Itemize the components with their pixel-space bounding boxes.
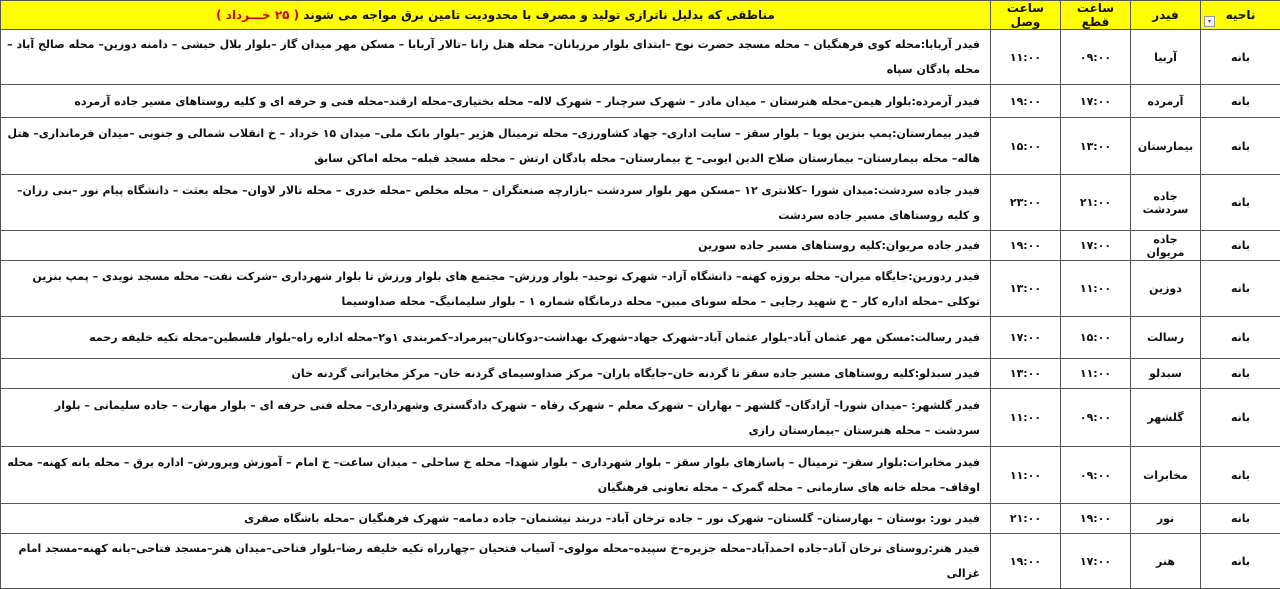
header-feeder: فیدر [1131, 1, 1201, 30]
table-row [1, 261, 1280, 317]
cell-areas: فیدر هنر:روستای ترخان آباد–جاده احمدآباد–محله جزیره–خ سپیده–محله مولوی– آسیاب فتحیان –چهارراه تکیه خلیفه رضا–بلوار فتاحی–میدان هنر–مسجد فتاحی–بانه کهنه–مسجد امام غزالی [1, 534, 991, 589]
cell-areas: فیدر مخابرات:بلوار سقز– ترمینال – پاسازهای بلوار سقز – بلوار شهرداری – بلوار شهدا– محله خ ساحلی – میدان ساعت– خ امام – آموزش وپرورش– اداره برق – محله بانه کهنه– محله اوقاف– محله خانه های سازمانی – محله گمرک – محله تعاونی فرهنگیان [1, 447, 991, 504]
cell-feeder: هنر [1131, 534, 1201, 589]
cell-connect-time: ۱۵:۰۰ [991, 118, 1061, 175]
cell-region: بانه [1201, 447, 1280, 504]
header-region-label: ناحیه [1226, 8, 1256, 22]
cell-feeder: جاده مریوان [1131, 231, 1201, 261]
cell-cut-time: ۱۳:۰۰ [1061, 118, 1131, 175]
cell-areas: فیدر جاده سردشت:میدان شورا –کلانتری ۱۲ –مسکن مهر بلوار سردشت –بازارچه صنعتگران – محله مخلص –محله خدری – محله تالار لاوان– محله بعثت – دانشگاه پیام نور –بنی رزان– و کلیه روستاهای مسیر جاده سردشت [1, 175, 991, 231]
cell-feeder: رسالت [1131, 317, 1201, 359]
cell-cut-time: ۲۱:۰۰ [1061, 175, 1131, 231]
table-row [1, 30, 1280, 85]
header-areas [1, 1, 991, 30]
cell-feeder: نور [1131, 504, 1201, 534]
cell-areas: فیدر ردوزین:جایگاه میران– محله بروژه کهنه– دانشگاه آزاد– شهرک توحید– بلوار ورزش– مجتمع های بلوار ورزش تا بلوار شهرداری –شرکت نفت– محله مسجد نویدی – پمپ بنزین توکلی –محله اداره کار – خ شهید رجایی – محله سونای مبین– محله درمانگاه شماره ۱ – بلوار سلیمانیگ– محله صداوسیما [1, 261, 991, 317]
table-row [1, 175, 1280, 231]
header-areas-date: ( ۲۵ خـــرداد ) [216, 8, 299, 22]
cell-connect-time: ۱۱:۰۰ [991, 389, 1061, 447]
cell-region: بانه [1201, 85, 1280, 118]
cell-areas: فیدر گلشهر: –میدان شورا– آزادگان– گلشهر – بهاران – شهرک معلم – شهرک رفاه – شهرک دادگستری وشهرداری– محله فنی حرفه ای – بلوار مهارت – جاده سلیمانی – بلوار سردشت – محله هنرستان –بیمارستان رازی [1, 389, 991, 447]
cell-areas: فیدر جاده مریوان:کلیه روستاهای مسیر جاده سورین [1, 231, 991, 261]
cell-feeder: مخابرات [1131, 447, 1201, 504]
table-row [1, 317, 1280, 359]
table-row [1, 118, 1280, 175]
table-row [1, 534, 1280, 589]
cell-connect-time: ۱۳:۰۰ [991, 261, 1061, 317]
cell-cut-time: ۰۹:۰۰ [1061, 389, 1131, 447]
cell-region: بانه [1201, 534, 1280, 589]
cell-cut-time: ۱۷:۰۰ [1061, 85, 1131, 118]
cell-areas: فیدر بیمارستان:پمپ بنزین پویا – بلوار سقز – سایت اداری– جهاد کشاورزی– محله ترمینال هژیر –بلوار بانک ملی– میدان ۱۵ خرداد – خ انقلاب شمالی و جنوبی –میدان فرمانداری– هتل هاله– محله بیمارستان– بیمارستان صلاح الدین ایوبی– خ بیمارستان– محله پادگان ارتش – محله مسجد قبله– محله اماکن سابق [1, 118, 991, 175]
cell-connect-time: ۱۱:۰۰ [991, 447, 1061, 504]
table-row [1, 85, 1280, 118]
header-areas-title: مناطقی که بدلیل ناترازی تولید و مصرف با محدودیت تامین برق مواجه می شوند [303, 8, 775, 22]
cell-cut-time: ۱۱:۰۰ [1061, 359, 1131, 389]
cell-connect-time: ۱۹:۰۰ [991, 534, 1061, 589]
cell-connect-time: ۱۱:۰۰ [991, 30, 1061, 85]
cell-areas: فیدر آرمرده:بلوار هیمن–محله هنرستان – میدان مادر – شهرک سرچنار – شهرک لاله– محله بختیاری–محله ارقند–محله فنی و حرفه ای و کلیه روستاهای مسیر جاده آرمرده [1, 85, 991, 118]
cell-feeder: گلشهر [1131, 389, 1201, 447]
cell-connect-time: ۱۹:۰۰ [991, 85, 1061, 118]
cell-feeder: آرمرده [1131, 85, 1201, 118]
cell-areas: فیدر نور: بوستان – بهارستان– گلستان– شهرک نور – جاده ترخان آباد– دربند نیشتمان– جاده دمامه– شهرک فرهنگیان –محله باشگاه صفری [1, 504, 991, 534]
cell-region: بانه [1201, 30, 1280, 85]
header-cut-time: ساعت قطع [1061, 1, 1131, 30]
table-row [1, 231, 1280, 261]
cell-region: بانه [1201, 175, 1280, 231]
cell-region: بانه [1201, 231, 1280, 261]
cell-areas: فیدر آربابا:محله کوی فرهنگیان – محله مسجد حضرت نوح –ابتدای بلوار مرزبانان– محله هتل زانا –تالار آربابا – مسکن مهر میدان گاز –بلوار بلال حبشی – دامنه دوزین– محله صالح آباد – محله پادگان سپاه [1, 30, 991, 85]
cell-region: بانه [1201, 359, 1280, 389]
cell-region: بانه [1201, 118, 1280, 175]
cell-areas: فیدر سبدلو:کلیه روستاهای مسیر جاده سقز تا گردنه خان–جایگاه باران– مرکز صداوسیمای گردنه خان– مرکز مخابراتی گردنه خان [1, 359, 991, 389]
cell-region: بانه [1201, 389, 1280, 447]
cell-feeder: سبدلو [1131, 359, 1201, 389]
cell-feeder: بیمارستان [1131, 118, 1201, 175]
cell-cut-time: ۰۹:۰۰ [1061, 447, 1131, 504]
table-row [1, 447, 1280, 504]
cell-cut-time: ۱۹:۰۰ [1061, 504, 1131, 534]
cell-connect-time: ۱۷:۰۰ [991, 317, 1061, 359]
cell-connect-time: ۲۳:۰۰ [991, 175, 1061, 231]
cell-connect-time: ۲۱:۰۰ [991, 504, 1061, 534]
cell-feeder: دوزین [1131, 261, 1201, 317]
cell-cut-time: ۱۱:۰۰ [1061, 261, 1131, 317]
cell-cut-time: ۱۷:۰۰ [1061, 534, 1131, 589]
table-row [1, 389, 1280, 447]
cell-cut-time: ۰۹:۰۰ [1061, 30, 1131, 85]
cell-feeder: جاده سردشت [1131, 175, 1201, 231]
cell-areas: فیدر رسالت:مسکن مهر عثمان آباد–بلوار عثمان آباد–شهرک جهاد–شهرک بهداشت–دوکانان–پیرمراد–کمربندی ۱و۲–محله اداره راه–بلوار فلسطین–محله تکیه خلیفه رحمه [1, 317, 991, 359]
header-connect-time: ساعت وصل [991, 1, 1061, 30]
header-region[interactable] [1201, 1, 1280, 30]
cell-region: بانه [1201, 261, 1280, 317]
filter-dropdown-icon[interactable]: ▾ [1204, 16, 1215, 27]
header-row [1, 1, 1280, 30]
table-row [1, 504, 1280, 534]
cell-region: بانه [1201, 504, 1280, 534]
cell-cut-time: ۱۵:۰۰ [1061, 317, 1131, 359]
cell-connect-time: ۱۹:۰۰ [991, 231, 1061, 261]
cell-cut-time: ۱۷:۰۰ [1061, 231, 1131, 261]
table-row [1, 359, 1280, 389]
cell-feeder: آربیا [1131, 30, 1201, 85]
cell-region: بانه [1201, 317, 1280, 359]
cell-connect-time: ۱۳:۰۰ [991, 359, 1061, 389]
